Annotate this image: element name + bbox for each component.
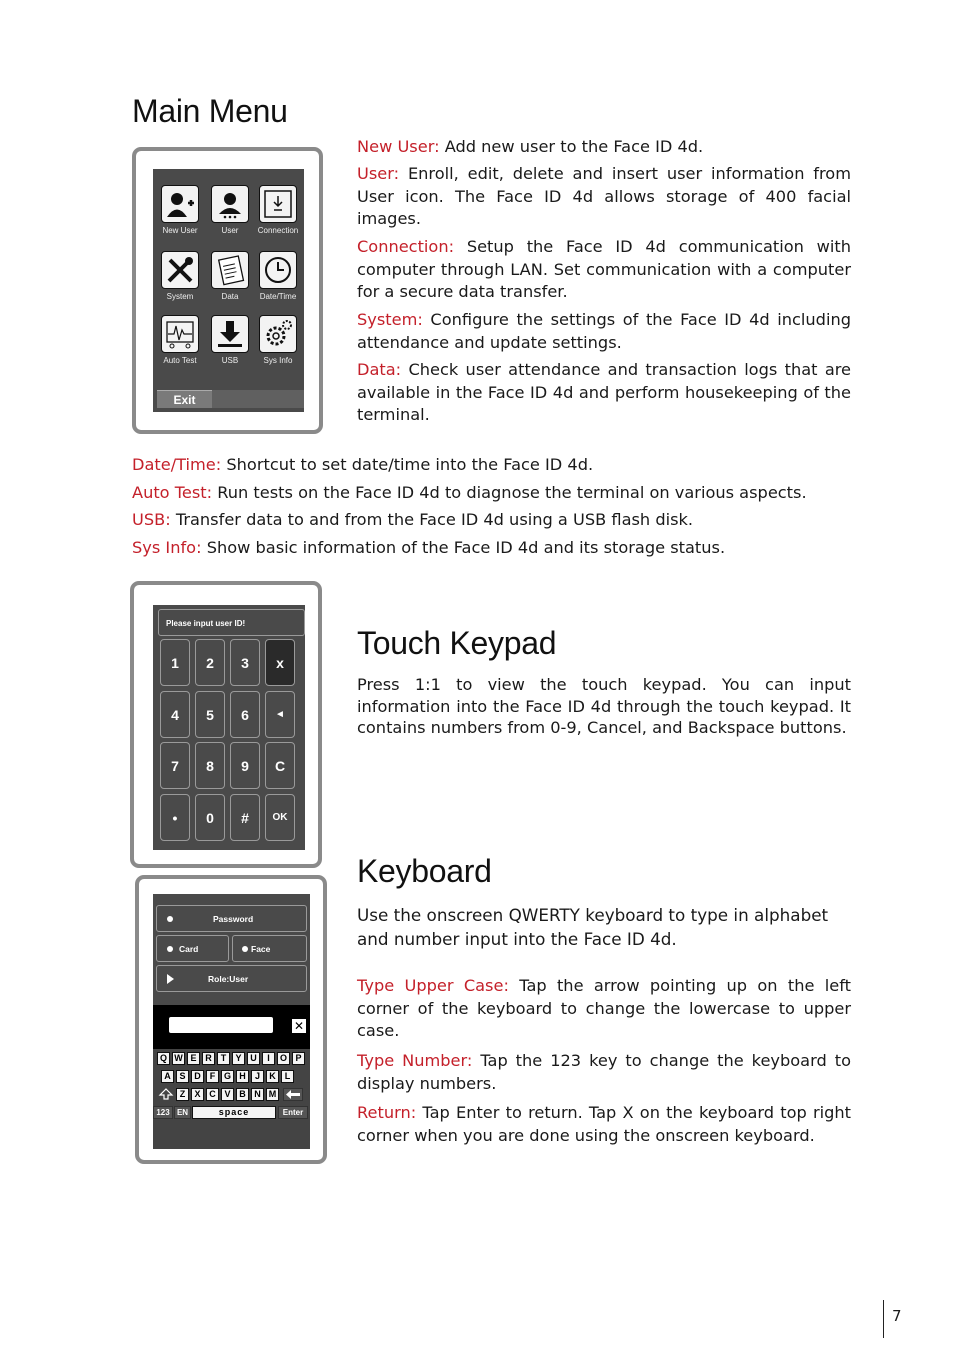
menu-label: System: [166, 292, 194, 301]
role-selector[interactable]: Role:User: [156, 965, 307, 992]
user-id-prompt: Please input user ID!: [158, 609, 305, 636]
language-key[interactable]: EN: [174, 1106, 191, 1119]
key-4[interactable]: 4: [160, 691, 190, 738]
key-5[interactable]: 5: [195, 691, 225, 738]
desc-auto-test: Auto Test: Run tests on the Face ID 4d to diagnose the terminal on various aspects.: [132, 483, 807, 502]
menu-usb[interactable]: [205, 315, 255, 365]
menu-auto-test[interactable]: [155, 315, 205, 365]
menu-user[interactable]: [205, 185, 255, 235]
key-letter[interactable]: A: [161, 1070, 174, 1083]
data-icon: [211, 251, 249, 289]
page-number-divider: [883, 1300, 884, 1338]
shift-key[interactable]: [157, 1088, 175, 1101]
tools-icon: [161, 251, 199, 289]
menu-label: Connection: [257, 226, 299, 235]
enter-key[interactable]: Enter: [278, 1106, 308, 1119]
keyboard-heading: Keyboard: [357, 853, 492, 889]
key-0[interactable]: 0: [195, 794, 225, 841]
key-backspace[interactable]: ◄: [265, 691, 295, 738]
key-letter[interactable]: Z: [176, 1088, 189, 1101]
desc-connection: Connection: Setup the Face ID 4d communication with computer through LAN. Set communication with a computer for a secure data transfer.: [357, 237, 851, 301]
key-letter[interactable]: Y: [232, 1052, 245, 1065]
key-letter[interactable]: X: [191, 1088, 204, 1101]
keyboard-device-frame: [135, 875, 327, 1164]
key-letter[interactable]: B: [236, 1088, 249, 1101]
key-8[interactable]: 8: [195, 742, 225, 789]
keypad-screen: [153, 605, 305, 850]
desc-type-number: Type Number: Tap the 123 key to change the keyboard to display numbers.: [357, 1051, 851, 1093]
keyboard-input-bar: [153, 1005, 310, 1049]
menu-label: USB: [221, 356, 239, 365]
menu-data[interactable]: [205, 251, 255, 301]
page-number: 7: [892, 1307, 902, 1325]
keyboard-text-input[interactable]: [169, 1017, 273, 1033]
key-letter[interactable]: E: [187, 1052, 200, 1065]
keyboard-close-key[interactable]: ✕: [293, 1019, 305, 1033]
key-2[interactable]: 2: [195, 639, 225, 686]
key-1[interactable]: 1: [160, 639, 190, 686]
menu-label: Date/Time: [259, 292, 297, 301]
face-option[interactable]: Face: [232, 935, 307, 962]
key-letter[interactable]: K: [266, 1070, 279, 1083]
menu-label: User: [221, 226, 239, 235]
desc-return: Return: Tap Enter to return. Tap X on the keyboard top right corner when you are done using the onscreen keyboard.: [357, 1103, 851, 1145]
desc-user: User: Enroll, edit, delete and insert user information from User icon. The Face ID 4d allows storage of 400 facial images.: [357, 164, 851, 228]
menu-date-time[interactable]: [253, 251, 303, 301]
keypad-device-frame: [130, 581, 322, 868]
menu-system[interactable]: [155, 251, 205, 301]
desc-system: System: Configure the settings of the Face ID 4d including attendance and update settings.: [357, 310, 851, 352]
key-7[interactable]: 7: [160, 742, 190, 789]
menu-sys-info[interactable]: [253, 315, 303, 365]
exit-button[interactable]: Exit: [157, 390, 212, 408]
download-icon: [211, 315, 249, 353]
key-letter[interactable]: S: [176, 1070, 189, 1083]
desc-date-time: Date/Time: Shortcut to set date/time into the Face ID 4d.: [132, 455, 594, 474]
space-key[interactable]: space: [192, 1106, 276, 1119]
user-icon: [211, 185, 249, 223]
key-letter[interactable]: U: [247, 1052, 260, 1065]
keyboard-screen: [153, 894, 310, 1149]
key-letter[interactable]: V: [221, 1088, 234, 1101]
desc-sys-info: Sys Info: Show basic information of the Face ID 4d and its storage status.: [132, 538, 726, 557]
key-ok[interactable]: OK: [265, 794, 295, 841]
bottom-bar: [212, 390, 304, 408]
add-user-icon: [161, 185, 199, 223]
key-dot[interactable]: •: [160, 794, 190, 841]
radio-dot-icon: [167, 916, 173, 922]
main-menu-screen: [153, 169, 304, 412]
key-letter[interactable]: M: [266, 1088, 279, 1101]
backspace-key[interactable]: [283, 1088, 303, 1101]
key-letter[interactable]: H: [236, 1070, 249, 1083]
key-letter[interactable]: N: [251, 1088, 264, 1101]
key-3[interactable]: 3: [230, 639, 260, 686]
touch-keypad-description: Press 1:1 to view the touch keypad. You can input information into the Face ID 4d through the touch keypad. It contains numbers from 0-9, Cancel, and Backspace buttons.: [357, 675, 851, 737]
key-letter[interactable]: G: [221, 1070, 234, 1083]
desc-usb: USB: Transfer data to and from the Face ID 4d using a USB flash disk.: [132, 510, 694, 529]
desc-type-upper-case: Type Upper Case: Tap the arrow pointing up on the left corner of the keyboard to change the lowercase to upper case.: [357, 976, 851, 1040]
key-letter[interactable]: D: [191, 1070, 204, 1083]
key-letter[interactable]: F: [206, 1070, 219, 1083]
menu-label: New User: [162, 226, 198, 235]
clock-icon: [259, 251, 297, 289]
key-6[interactable]: 6: [230, 691, 260, 738]
key-cancel-x[interactable]: x: [265, 639, 295, 686]
menu-new-user[interactable]: [155, 185, 205, 235]
radio-dot-icon: [167, 946, 173, 952]
key-letter[interactable]: P: [292, 1052, 305, 1065]
key-letter[interactable]: R: [202, 1052, 215, 1065]
numbers-key[interactable]: 123: [153, 1106, 173, 1119]
keyboard-description: Use the onscreen QWERTY keyboard to type in alphabet and number input into the Face ID 4d.: [357, 905, 829, 949]
play-arrow-icon: [167, 974, 174, 984]
shift-arrow-icon: [158, 1088, 174, 1100]
main-menu-device-frame: [132, 147, 323, 434]
backspace-arrow-icon: [285, 1089, 301, 1100]
key-letter[interactable]: O: [277, 1052, 290, 1065]
menu-label: Data: [221, 292, 239, 301]
connection-icon: [259, 185, 297, 223]
waveform-icon: [161, 315, 199, 353]
password-option[interactable]: Password: [156, 905, 307, 932]
key-9[interactable]: 9: [230, 742, 260, 789]
key-letter[interactable]: I: [262, 1052, 275, 1065]
main-menu-heading: Main Menu: [132, 93, 288, 129]
gear-icon: [259, 315, 297, 353]
menu-connection[interactable]: [253, 185, 303, 235]
qwerty-keyboard: [153, 1049, 310, 1149]
key-letter[interactable]: T: [217, 1052, 230, 1065]
menu-label: Sys Info: [263, 356, 293, 365]
key-letter[interactable]: L: [281, 1070, 294, 1083]
desc-new-user: New User: Add new user to the Face ID 4d.: [357, 137, 704, 156]
key-letter[interactable]: C: [206, 1088, 219, 1101]
key-letter[interactable]: Q: [157, 1052, 170, 1065]
desc-data: Data: Check user attendance and transaction logs that are available in the Face ID 4d and perform housekeeping of the terminal.: [357, 360, 851, 424]
radio-dot-icon: [242, 946, 248, 952]
card-option[interactable]: Card: [156, 935, 229, 962]
touch-keypad-heading: Touch Keypad: [357, 625, 557, 661]
key-letter[interactable]: W: [172, 1052, 185, 1065]
key-clear[interactable]: C: [265, 742, 295, 789]
key-hash[interactable]: #: [230, 794, 260, 841]
key-letter[interactable]: J: [251, 1070, 264, 1083]
menu-label: Auto Test: [163, 356, 197, 365]
